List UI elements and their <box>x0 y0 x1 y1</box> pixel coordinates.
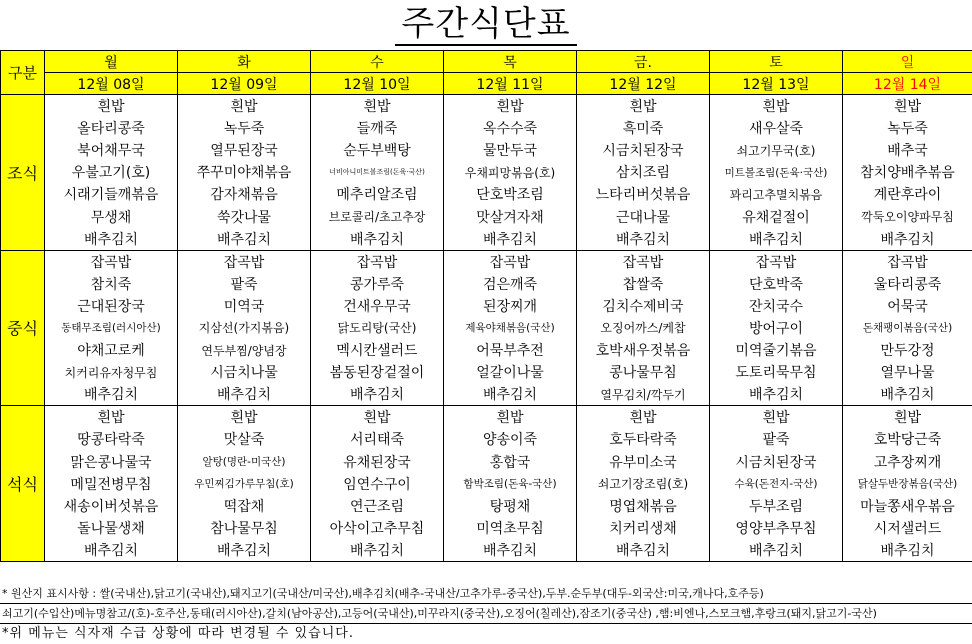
menu-item: 흰밥 <box>843 406 972 429</box>
menu-item: 홍합국 <box>444 451 577 473</box>
menu-item: 잡곡밥 <box>444 250 577 273</box>
menu-item: 잡곡밥 <box>45 250 178 273</box>
day-header: 수 <box>311 51 444 73</box>
menu-item: 열무나물 <box>843 361 972 383</box>
menu-item: 메추리알조림 <box>311 183 444 205</box>
menu-item: 유채된장국 <box>311 451 444 473</box>
menu-item: 배추김치 <box>45 228 178 251</box>
menu-item: 시저샐러드 <box>843 517 972 539</box>
menu-item: 팥죽 <box>710 428 843 450</box>
menu-item: 흰밥 <box>311 406 444 429</box>
menu-item: 흰밥 <box>444 406 577 429</box>
menu-item: 제육야채볶음(국산) <box>444 317 577 339</box>
menu-item: 근대나물 <box>577 205 710 227</box>
menu-row <box>1 139 972 161</box>
menu-item: 배추김치 <box>710 228 843 251</box>
menu-item: 배추김치 <box>843 228 972 251</box>
menu-item: 흰밥 <box>444 95 577 118</box>
menu-item: 호두타락죽 <box>577 428 710 450</box>
menu-item: 단호박죽 <box>710 273 843 295</box>
menu-item: 배추김치 <box>843 383 972 406</box>
menu-item: 쭈꾸미야채볶음 <box>178 161 311 183</box>
menu-row <box>1 117 972 139</box>
menu-item: 너비아니미트볼조림(돈육·국산) <box>311 161 444 183</box>
menu-item: 삼치조림 <box>577 161 710 183</box>
menu-item: 배추김치 <box>178 383 311 406</box>
menu-row <box>1 183 972 205</box>
menu-row <box>1 473 972 495</box>
menu-item: 만두강정 <box>843 339 972 361</box>
menu-item: 고추장찌개 <box>843 451 972 473</box>
menu-item: 수육(돈전지-국산) <box>710 473 843 495</box>
menu-row <box>1 250 972 273</box>
menu-item: 치커리유자청무침 <box>45 361 178 383</box>
menu-item: 떡잡채 <box>178 495 311 517</box>
menu-item: 올타리콩죽 <box>45 117 178 139</box>
menu-item: 흰밥 <box>45 406 178 429</box>
menu-item: 울타리콩죽 <box>843 273 972 295</box>
menu-item: 배추김치 <box>577 228 710 251</box>
change-notice: *위 메뉴는 식자재 수급 상황에 따라 변경될 수 있습니다. <box>2 626 354 641</box>
menu-item: 참치죽 <box>45 273 178 295</box>
menu-item: 지삼선(가지볶음) <box>178 317 311 339</box>
menu-item: 명엽채볶음 <box>577 495 710 517</box>
menu-item: 배추김치 <box>178 539 311 562</box>
menu-item: 얼갈이나물 <box>444 361 577 383</box>
menu-item: 닭도리탕(국산) <box>311 317 444 339</box>
menu-row <box>1 517 972 539</box>
menu-item: 맛살겨자채 <box>444 205 577 227</box>
menu-item: 미트볼조림(돈육·국산) <box>710 161 843 183</box>
menu-item: 단호박조림 <box>444 183 577 205</box>
menu-item: 우불고기(호) <box>45 161 178 183</box>
menu-item: 배추김치 <box>577 539 710 562</box>
menu-row <box>1 339 972 361</box>
menu-item: 미역줄기볶음 <box>710 339 843 361</box>
menu-item: 시금치된장국 <box>710 451 843 473</box>
day-header: 목 <box>444 51 577 73</box>
origin-note-line-2: 쇠고기(수입산)메뉴명참고/(호)-호주산,동태(러시아산),갈치(남아공산),고등어(국내산),미꾸라지(중국산),오징어(칠레산),잠조기(중국산) ,햄:비엔나,스모크햄,후랑크(돼지,닭고기-국산) <box>0 604 972 624</box>
menu-item: 도토리묵무침 <box>710 361 843 383</box>
menu-item: 콩가루죽 <box>311 273 444 295</box>
menu-item: 연두부찜/양념장 <box>178 339 311 361</box>
menu-item: 된장찌개 <box>444 295 577 317</box>
menu-item: 물만두국 <box>444 139 577 161</box>
menu-item: 배추국 <box>843 139 972 161</box>
menu-item: 잡곡밥 <box>843 250 972 273</box>
menu-item: 새우살죽 <box>710 117 843 139</box>
header-dates-row <box>1 73 972 95</box>
menu-item: 동태무조림(러시아산) <box>45 317 178 339</box>
meal-label: 석식 <box>1 406 45 562</box>
menu-item: 배추김치 <box>444 228 577 251</box>
weekly-menu-table <box>0 50 972 562</box>
menu-item: 치커리생채 <box>577 517 710 539</box>
menu-row <box>1 95 972 118</box>
menu-item: 방어구이 <box>710 317 843 339</box>
menu-row <box>1 161 972 183</box>
menu-item: 건새우무국 <box>311 295 444 317</box>
menu-row <box>1 295 972 317</box>
menu-item: 잔치국수 <box>710 295 843 317</box>
menu-item: 녹두죽 <box>843 117 972 139</box>
menu-item: 메밀전병무침 <box>45 473 178 495</box>
date-header: 12월 14일 <box>843 73 972 95</box>
meal-label: 조식 <box>1 95 45 251</box>
menu-row <box>1 451 972 473</box>
menu-item: 배추김치 <box>311 228 444 251</box>
menu-item: 흰밥 <box>843 95 972 118</box>
date-header: 12월 13일 <box>710 73 843 95</box>
date-header: 12월 09일 <box>178 73 311 95</box>
menu-item: 배추김치 <box>843 539 972 562</box>
menu-item: 호박당근죽 <box>843 428 972 450</box>
menu-item: 맑은콩나물국 <box>45 451 178 473</box>
menu-item: 맛살죽 <box>178 428 311 450</box>
date-header: 12월 08일 <box>45 73 178 95</box>
menu-item: 배추김치 <box>311 539 444 562</box>
menu-row <box>1 273 972 295</box>
menu-item: 시금치나물 <box>178 361 311 383</box>
menu-item: 팥죽 <box>178 273 311 295</box>
menu-item: 두부조림 <box>710 495 843 517</box>
date-header: 12월 12일 <box>577 73 710 95</box>
date-header: 12월 10일 <box>311 73 444 95</box>
menu-item: 오징어까스/케찹 <box>577 317 710 339</box>
menu-item: 미역국 <box>178 295 311 317</box>
menu-item: 참치양배추볶음 <box>843 161 972 183</box>
menu-item: 어묵국 <box>843 295 972 317</box>
menu-item: 미역초무침 <box>444 517 577 539</box>
menu-row <box>1 406 972 429</box>
menu-item: 흰밥 <box>710 406 843 429</box>
day-header: 금. <box>577 51 710 73</box>
menu-item: 닭살두반장볶음(국산) <box>843 473 972 495</box>
menu-item: 흰밥 <box>577 406 710 429</box>
menu-item: 잡곡밥 <box>178 250 311 273</box>
menu-item: 쇠고기무국(호) <box>710 139 843 161</box>
menu-row <box>1 428 972 450</box>
day-header: 일 <box>843 51 972 73</box>
menu-item: 유채겉절이 <box>710 205 843 227</box>
header-days-row <box>1 51 972 73</box>
menu-item: 땅콩타락죽 <box>45 428 178 450</box>
menu-item: 브로콜리/초고추장 <box>311 205 444 227</box>
menu-row <box>1 539 972 562</box>
menu-item: 배추김치 <box>311 383 444 406</box>
menu-row <box>1 361 972 383</box>
menu-item: 시래기들깨볶음 <box>45 183 178 205</box>
menu-item: 양송이죽 <box>444 428 577 450</box>
menu-item: 무생채 <box>45 205 178 227</box>
menu-item: 우채피망볶음(호) <box>444 161 577 183</box>
menu-item: 호박새우젓볶음 <box>577 339 710 361</box>
menu-item: 옥수수죽 <box>444 117 577 139</box>
menu-item: 들깨죽 <box>311 117 444 139</box>
menu-item: 검은깨죽 <box>444 273 577 295</box>
origin-note-line-1: * 원산지 표시사항 : 쌀(국내산),닭고기(국내산),돼지고기(국내산/미국산),배추김치(배추-국내산/고추가루-중국산),두부.순두부(대두-외국산:미국,캐나다,호주등) <box>0 584 972 604</box>
day-header: 토 <box>710 51 843 73</box>
menu-item: 감자채볶음 <box>178 183 311 205</box>
menu-item: 유부미소국 <box>577 451 710 473</box>
menu-item: 배추김치 <box>710 539 843 562</box>
menu-item: 근대된장국 <box>45 295 178 317</box>
menu-item: 순두부백탕 <box>311 139 444 161</box>
menu-item: 열무된장국 <box>178 139 311 161</box>
menu-item: 열무김치/깍두기 <box>577 383 710 406</box>
menu-item: 흰밥 <box>178 95 311 118</box>
menu-item: 서리태죽 <box>311 428 444 450</box>
menu-item: 꽈리고추멸치볶음 <box>710 183 843 205</box>
menu-item: 잡곡밥 <box>311 250 444 273</box>
day-header: 월 <box>45 51 178 73</box>
menu-item: 배추김치 <box>45 383 178 406</box>
menu-item: 참나물무침 <box>178 517 311 539</box>
menu-item: 야채고로케 <box>45 339 178 361</box>
menu-item: 배추김치 <box>710 383 843 406</box>
menu-row <box>1 317 972 339</box>
menu-item: 알탕(명란-미국산) <box>178 451 311 473</box>
menu-item: 시금치된장국 <box>577 139 710 161</box>
menu-item: 쑥갓나물 <box>178 205 311 227</box>
menu-item: 쇠고기장조림(호) <box>577 473 710 495</box>
menu-item: 연근조림 <box>311 495 444 517</box>
menu-item: 돌나물생채 <box>45 517 178 539</box>
menu-row <box>1 228 972 251</box>
date-header: 12월 11일 <box>444 73 577 95</box>
menu-item: 배추김치 <box>444 539 577 562</box>
menu-row <box>1 205 972 227</box>
menu-item: 깍둑오이양파무침 <box>843 205 972 227</box>
menu-item: 우민찌김가루무침(호) <box>178 473 311 495</box>
day-header: 화 <box>178 51 311 73</box>
notes-section <box>0 584 972 643</box>
menu-item: 흰밥 <box>577 95 710 118</box>
menu-item: 봄동된장겉절이 <box>311 361 444 383</box>
menu-item: 어묵부추전 <box>444 339 577 361</box>
menu-row <box>1 383 972 406</box>
menu-item: 북어채무국 <box>45 139 178 161</box>
menu-item: 마늘쫑새우볶음 <box>843 495 972 517</box>
menu-item: 흑미죽 <box>577 117 710 139</box>
menu-item: 잡곡밥 <box>710 250 843 273</box>
menu-item: 영양부추무침 <box>710 517 843 539</box>
menu-item: 녹두죽 <box>178 117 311 139</box>
menu-item: 흰밥 <box>178 406 311 429</box>
menu-item: 새송이버섯볶음 <box>45 495 178 517</box>
menu-item: 찹쌀죽 <box>577 273 710 295</box>
menu-item: 배추김치 <box>45 539 178 562</box>
menu-item: 돈채팽이볶음(국산) <box>843 317 972 339</box>
menu-item: 임연수구이 <box>311 473 444 495</box>
menu-item: 함박조림(돈육-국산) <box>444 473 577 495</box>
menu-item: 탕평채 <box>444 495 577 517</box>
menu-item: 김치수제비국 <box>577 295 710 317</box>
menu-item: 잡곡밥 <box>577 250 710 273</box>
menu-item: 계란후라이 <box>843 183 972 205</box>
menu-item: 배추김치 <box>444 383 577 406</box>
menu-item: 흰밥 <box>710 95 843 118</box>
menu-row <box>1 495 972 517</box>
menu-item: 콩나물무침 <box>577 361 710 383</box>
page-title <box>0 4 972 44</box>
meal-label: 중식 <box>1 250 45 406</box>
menu-item: 아삭이고추무침 <box>311 517 444 539</box>
menu-item: 흰밥 <box>311 95 444 118</box>
page-title-text: 주간식단표 <box>395 4 576 46</box>
menu-item: 느타리버섯볶음 <box>577 183 710 205</box>
menu-item: 흰밥 <box>45 95 178 118</box>
menu-item: 배추김치 <box>178 228 311 251</box>
menu-item: 멕시칸샐러드 <box>311 339 444 361</box>
header-label: 구분 <box>1 51 45 95</box>
